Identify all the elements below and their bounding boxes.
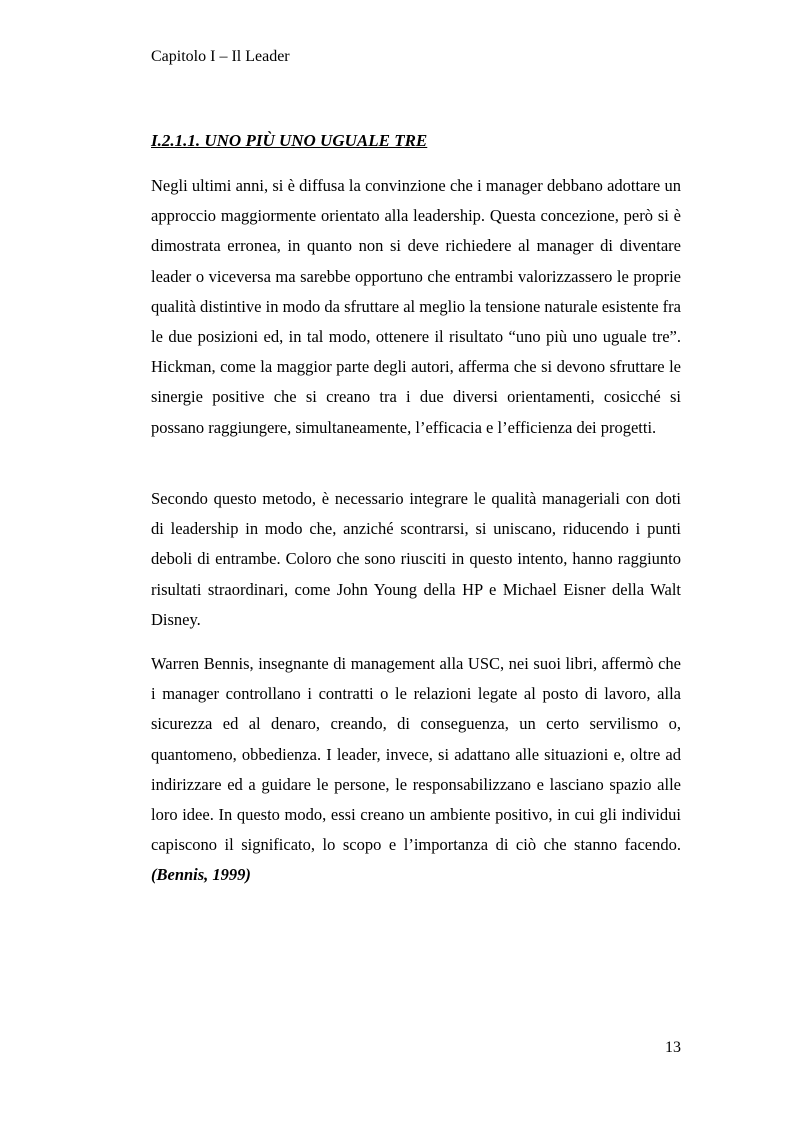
paragraph-2: Secondo questo metodo, è necessario integrare le qualità manageriali con doti di leadership in modo che, anziché scontrarsi, si uniscano, riducendo i punti deboli di entrambe. Coloro che sono riusciti in questo intento, hanno raggiunto risultati straordinari, come John Young della HP e Michael Eisner della Walt Disney. — [151, 489, 681, 629]
section-heading: I.2.1.1. UNO PIÙ UNO UGUALE TRE — [151, 131, 428, 150]
running-header: Capitolo I – Il Leader — [151, 48, 290, 65]
citation: (Bennis, 1999) — [151, 865, 251, 885]
paragraph-3 — [151, 649, 681, 891]
paragraph-3-text: Warren Bennis, insegnante di management alla USC, nei suoi libri, affermò che i manager controllano i contratti o le relazioni legate al posto di lavoro, alla sicurezza ed al denaro, creando, di conseguenza, un certo servilismo o, quantomeno, obbedienza. I leader, invece, si adattano alle situazioni e, oltre ad indirizzare ed a guidare le persone, le responsabilizzano e lasciano spazio alle loro idee. In questo modo, essi creano un ambiente positivo, in cui gli individui capiscono il significato, lo scopo e l’importanza di ciò che stanno facendo. — [151, 654, 681, 855]
page-number: 13 — [665, 1039, 681, 1056]
paragraph-1: Negli ultimi anni, si è diffusa la convinzione che i manager debbano adottare un approccio maggiormente orientato alla leadership. Questa concezione, però si è dimostrata erronea, in quanto non si deve richiedere al manager di diventare leader o viceversa ma sarebbe opportuno che entrambi valorizzassero le proprie qualità distintive in modo da sfruttare al meglio la tensione naturale esistente fra le due posizioni ed, in tal modo, ottenere il risultato “uno più uno uguale tre”. Hickman, come la maggior parte degli autori, afferma che si devono sfruttare le sinergie positive che si creano tra i due diversi orientamenti, cosicché si possano raggiungere, simultaneamente, l’efficacia e l’efficienza dei progetti. — [151, 176, 681, 437]
